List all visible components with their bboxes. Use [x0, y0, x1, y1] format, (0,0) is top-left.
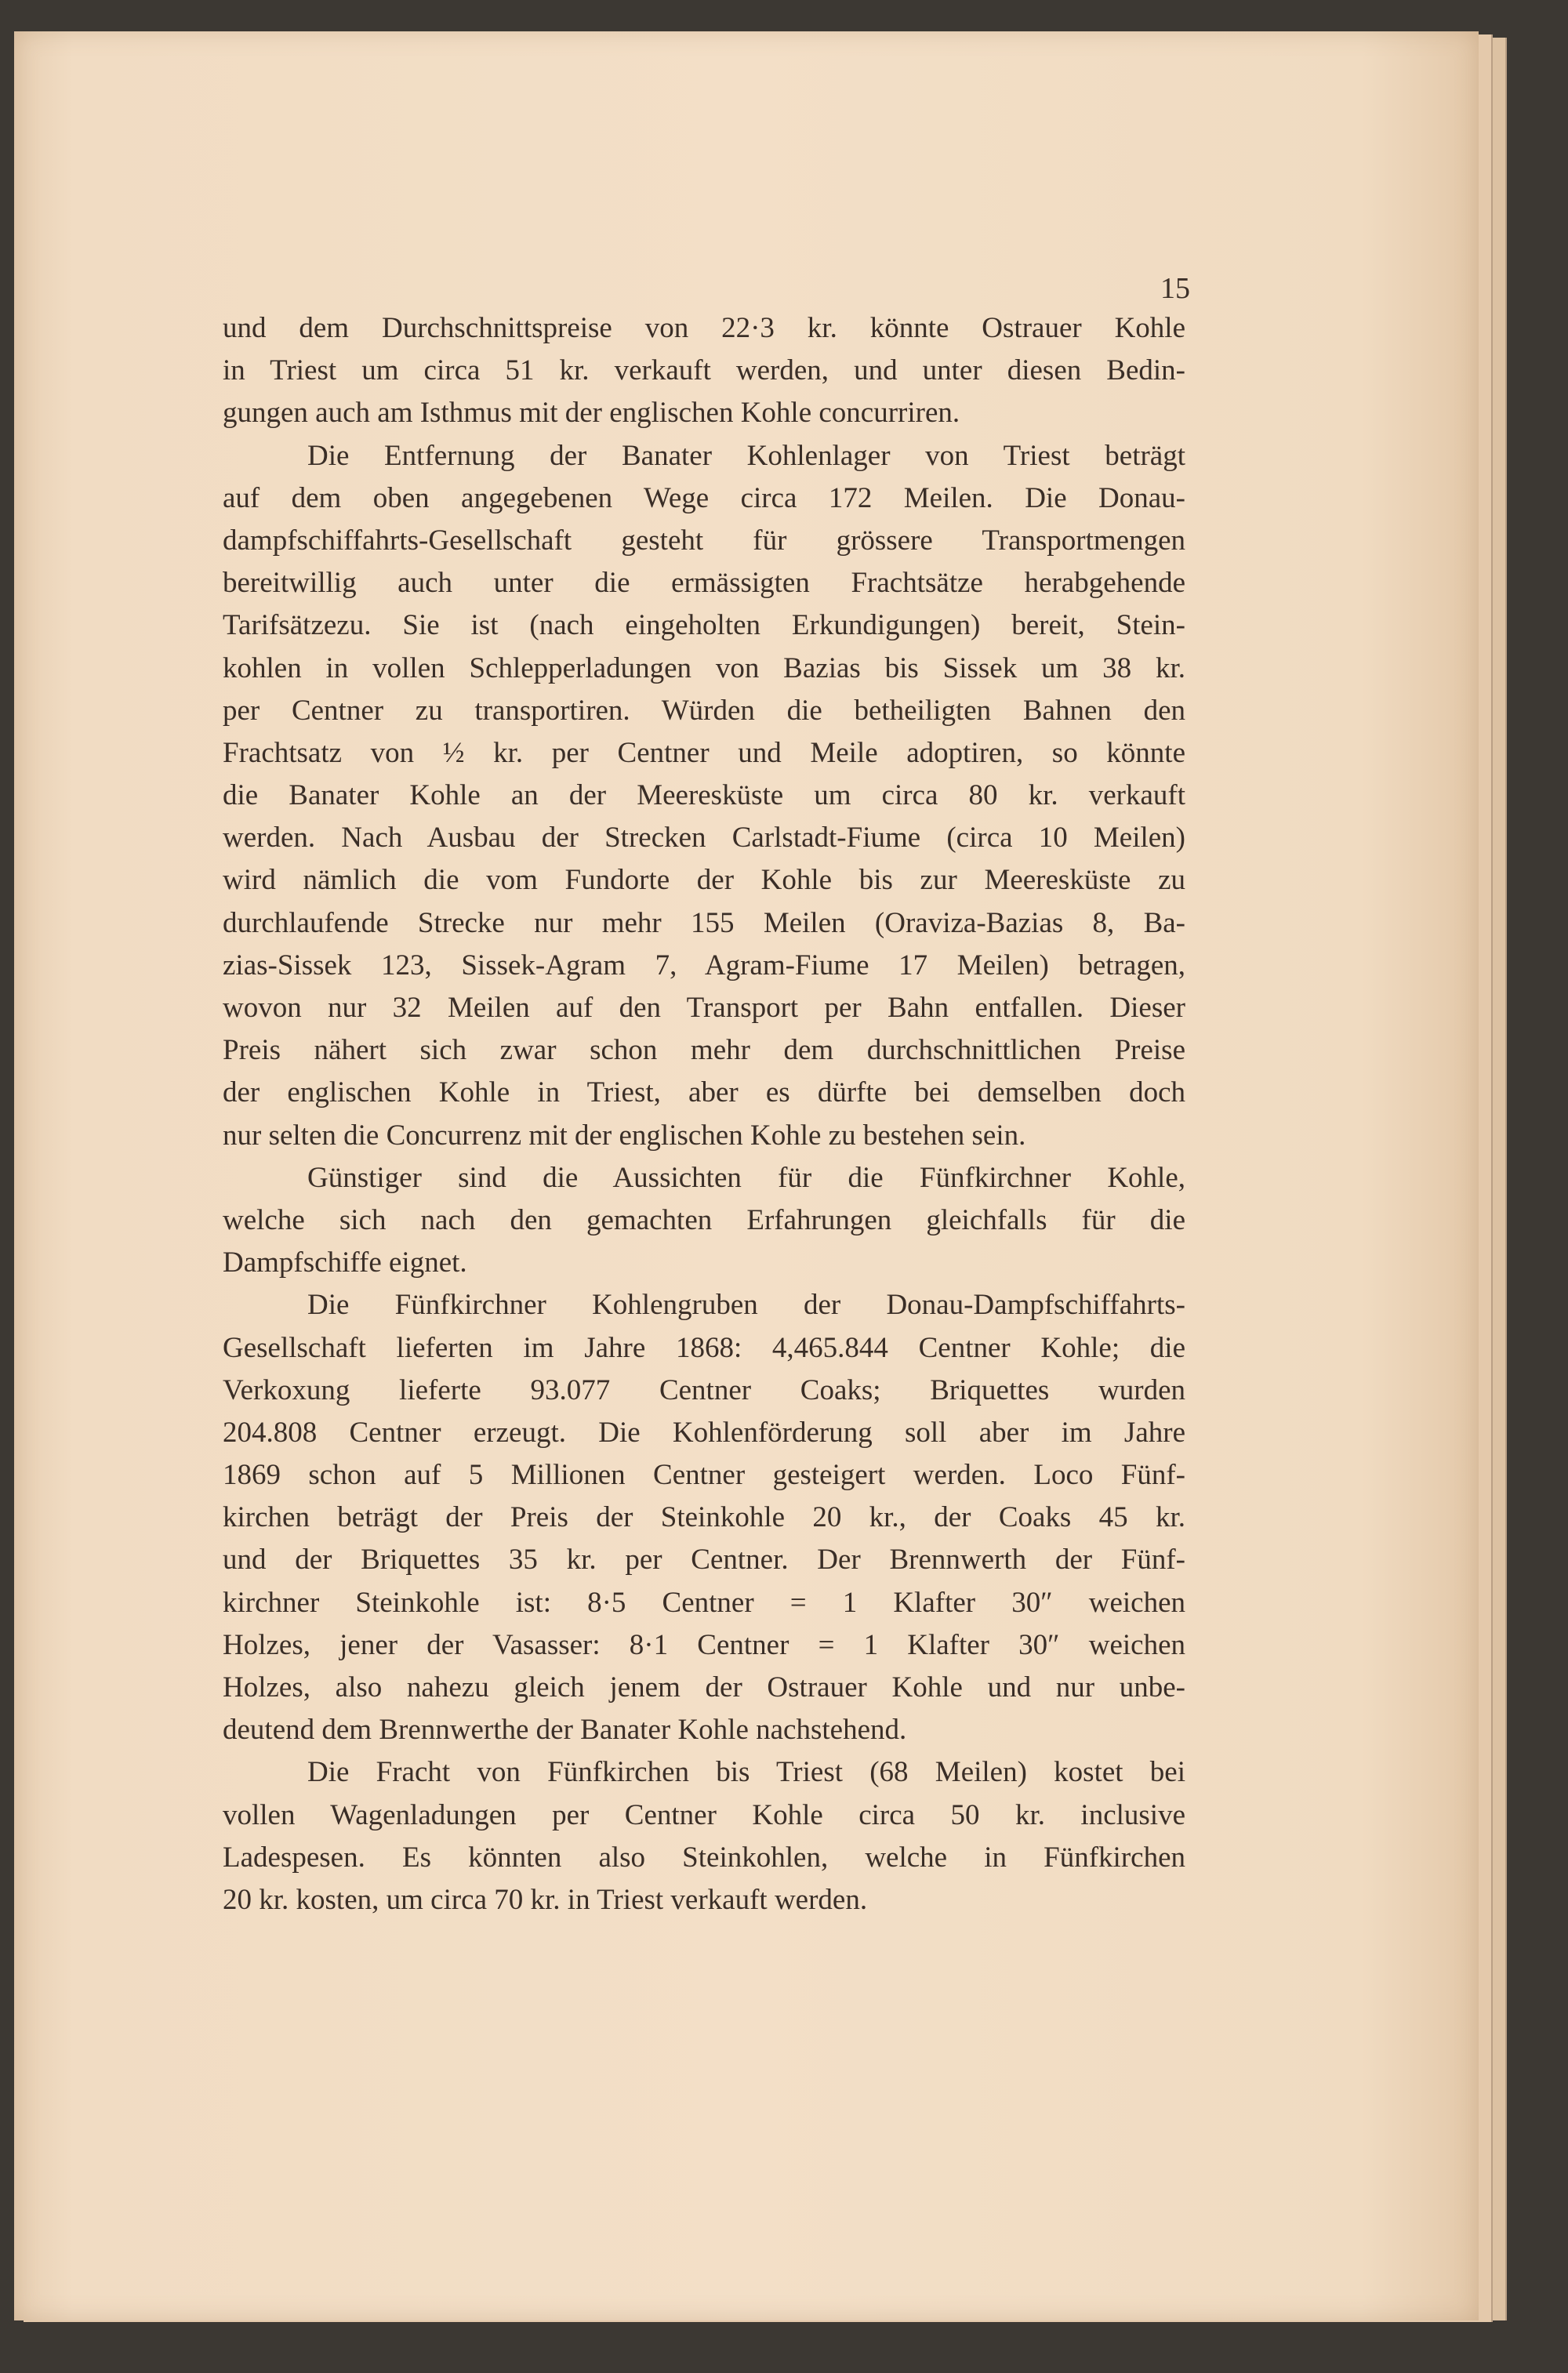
page-number: 15 [1160, 272, 1190, 305]
text-line: auf dem oben angegebenen Wege circa 172 Meilen. Die Donau- [223, 481, 1185, 514]
text-line: und dem Durchschnittspreise von 22·3 kr. könnte Ostrauer Kohle [223, 312, 1185, 344]
text-line: Gesellschaft lieferten im Jahre 1868: 4,465.844 Centner Kohle; die [223, 1331, 1185, 1364]
text-line: wovon nur 32 Meilen auf den Transport per Bahn entfallen. Dieser [223, 992, 1185, 1024]
text-line: Die Fracht von Fünfkirchen bis Triest (68 Meilen) kostet bei [307, 1756, 1185, 1789]
text-line: in Triest um circa 51 kr. verkauft werden, und unter diesen Bedin- [223, 354, 1185, 387]
text-line: Holzes, jener der Vasasser: 8·1 Centner = 1 Klafter 30″ weichen [223, 1628, 1185, 1661]
text-line: bereitwillig auch unter die ermässigten Frachtsätze herabgehende [223, 567, 1185, 600]
text-line: 1869 schon auf 5 Millionen Centner gesteigert werden. Loco Fünf- [223, 1459, 1185, 1492]
paragraph [223, 1751, 1185, 1921]
paragraph [223, 1284, 1185, 1751]
text-line: der englischen Kohle in Triest, aber es dürfte bei demselben doch [223, 1076, 1185, 1109]
text-line: per Centner zu transportiren. Würden die betheiligten Bahnen den [223, 694, 1185, 727]
paragraph [223, 1157, 1185, 1285]
text-line: dampfschiffahrts-Gesellschaft gesteht für grössere Transportmengen [223, 524, 1185, 557]
text-line: 20 kr. kosten, um circa 70 kr. in Triest verkauft werden. [223, 1883, 868, 1916]
text-line: Ladespesen. Es könnten also Steinkohlen, welche in Fünfkirchen [223, 1841, 1185, 1874]
paragraph [223, 307, 1185, 435]
text-line: wird nämlich die vom Fundorte der Kohle bis zur Meeresküste zu [223, 864, 1185, 897]
text-line: Frachtsatz von ½ kr. per Centner und Meile adoptiren, so könnte [223, 736, 1185, 769]
text-line: und der Briquettes 35 kr. per Centner. Der Brennwerth der Fünf- [223, 1544, 1185, 1577]
text-line: Die Entfernung der Banater Kohlenlager von Triest beträgt [307, 439, 1185, 472]
text-line: gungen auch am Isthmus mit der englischen Kohle concurriren. [223, 397, 960, 430]
text-line: 204.808 Centner erzeugt. Die Kohlenförderung soll aber im Jahre [223, 1416, 1185, 1449]
text-line: Günstiger sind die Aussichten für die Fünfkirchner Kohle, [307, 1161, 1185, 1194]
text-line: werden. Nach Ausbau der Strecken Carlstadt-Fiume (circa 10 Meilen) [223, 822, 1185, 854]
text-line: Holzes, also nahezu gleich jenem der Ostrauer Kohle und nur unbe- [223, 1671, 1185, 1704]
text-line: nur selten die Concurrenz mit der englischen Kohle zu bestehen sein. [223, 1119, 1026, 1152]
paragraph [223, 435, 1185, 1157]
text-line: zias-Sissek 123, Sissek-Agram 7, Agram-Fiume 17 Meilen) betragen, [223, 949, 1185, 981]
text-line: Tarifsätzezu. Sie ist (nach eingeholten Erkundigungen) bereit, Stein- [223, 609, 1185, 642]
text-line: die Banater Kohle an der Meeresküste um circa 80 kr. verkauft [223, 779, 1185, 812]
text-line: welche sich nach den gemachten Erfahrungen gleichfalls für die [223, 1203, 1185, 1236]
text-line: kohlen in vollen Schlepperladungen von Bazias bis Sissek um 38 kr. [223, 651, 1185, 684]
text-line: Die Fünfkirchner Kohlengruben der Donau-Dampfschiffahrts- [307, 1289, 1185, 1322]
text-line: durchlaufende Strecke nur mehr 155 Meilen (Oraviza-Bazias 8, Ba- [223, 906, 1185, 939]
text-line: kirchen beträgt der Preis der Steinkohle 20 kr., der Coaks 45 kr. [223, 1501, 1185, 1534]
text-line: Dampfschiffe eignet. [223, 1246, 467, 1279]
text-line: vollen Wagenladungen per Centner Kohle circa 50 kr. inclusive [223, 1798, 1185, 1831]
text-line: Preis nähert sich zwar schon mehr dem durchschnittlichen Preise [223, 1034, 1185, 1067]
text-line: kirchner Steinkohle ist: 8·5 Centner = 1 Klafter 30″ weichen [223, 1586, 1185, 1619]
text-line: deutend dem Brennwerthe der Banater Kohle nachstehend. [223, 1714, 907, 1747]
text-line: Verkoxung lieferte 93.077 Centner Coaks; Briquettes wurden [223, 1373, 1185, 1406]
body-text [223, 307, 1185, 1921]
